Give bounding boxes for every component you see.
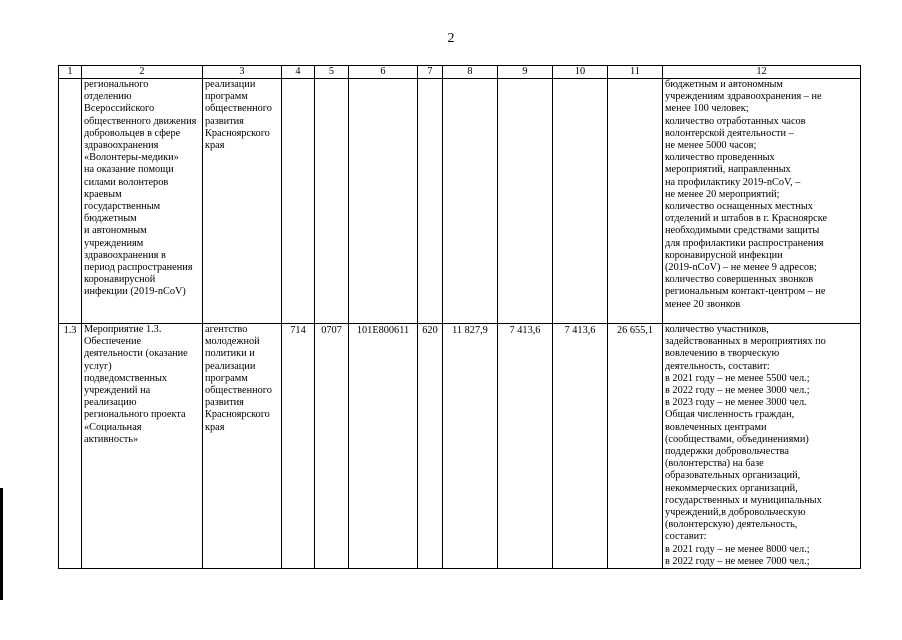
text-line: края — [205, 421, 225, 433]
text-line: период распространения — [84, 262, 193, 274]
text-line: инфекции (2019-nCoV) — [84, 286, 186, 298]
text-line: в 2023 году – не менее 3000 чел. — [665, 397, 807, 409]
column-number: 6 — [349, 66, 418, 79]
column-number: 11 — [608, 66, 663, 79]
section-cell — [315, 79, 349, 324]
text-line: количество совершенных звонков — [665, 274, 814, 286]
text-line: общественного движения — [84, 115, 197, 127]
text-line: в 2022 году – не менее 3000 чел.; — [665, 385, 810, 397]
text-line: количество участников, — [665, 324, 769, 335]
text-line: Общая численность граждан, — [665, 409, 795, 421]
text-line: добровольцев в сфере — [84, 127, 181, 139]
text-line: менее 100 человек; — [665, 103, 749, 115]
column-number: 12 — [663, 66, 861, 79]
text-line: коронавирусной инфекции — [665, 249, 783, 261]
text-line: программ — [205, 372, 248, 384]
text-line: «Социальная — [84, 421, 142, 433]
text-line: реализации — [205, 79, 256, 90]
text-line: учреждений,в добровольческую — [665, 507, 806, 519]
text-line: Мероприятие 1.3. — [84, 324, 162, 335]
text-line: агентство — [205, 324, 248, 335]
text-line: не менее 5000 часов; — [665, 140, 757, 152]
text-line: здравоохранения в — [84, 249, 166, 261]
row-index-cell: 1.3 — [59, 324, 82, 569]
text-line: Красноярского — [205, 127, 270, 139]
total-cell — [608, 79, 663, 324]
text-line: на профилактику 2019-nCoV, – — [665, 176, 801, 188]
expense-type-cell: 620 — [418, 324, 443, 569]
text-line: развития — [205, 115, 244, 127]
amount-cell — [553, 79, 608, 324]
text-line: государственных и муниципальных — [665, 494, 822, 506]
text-line: и автономным — [84, 225, 147, 237]
text-line: количество проведенных — [665, 152, 775, 164]
text-line: на оказание помощи — [84, 164, 174, 176]
text-line: бюджетным и автономным — [665, 79, 783, 90]
target-article-cell — [349, 79, 418, 324]
text-line: (волонтерскую) деятельность, — [665, 519, 798, 531]
text-line: программ — [205, 91, 248, 103]
column-number: 8 — [443, 66, 498, 79]
text-line: Красноярского — [205, 409, 270, 421]
text-line: реализацию — [84, 397, 137, 409]
text-line: учреждениям — [84, 237, 144, 249]
text-line: бюджетным — [84, 213, 137, 225]
column-number: 2 — [82, 66, 203, 79]
text-line: развития — [205, 397, 244, 409]
program-table — [58, 65, 861, 569]
text-line: волонтерской деятельности – — [665, 127, 794, 139]
text-line: количество отработанных часов — [665, 115, 806, 127]
executor-cell — [203, 324, 282, 569]
text-line: вовлечению в творческую — [665, 348, 780, 360]
text-line: образовательных организаций, — [665, 470, 801, 482]
text-line: регионального проекта — [84, 409, 186, 421]
amount-cell: 7 413,6 — [498, 324, 553, 569]
text-line: краевым — [84, 188, 122, 200]
text-line: (2019-nCoV) – не менее 9 адресов; — [665, 262, 817, 274]
text-line: учреждений на — [84, 385, 151, 397]
text-line: молодежной — [205, 336, 260, 348]
text-line: отделений и штабов в г. Красноярске — [665, 213, 828, 225]
activity-name-cell — [82, 79, 203, 324]
table-row — [59, 324, 861, 569]
section-cell: 0707 — [315, 324, 349, 569]
text-line: отделению — [84, 91, 132, 103]
text-line: учреждениям здравоохранения – не — [665, 91, 822, 103]
text-line: политики и — [205, 348, 255, 360]
text-line: здравоохранения — [84, 140, 159, 152]
text-line: менее 20 звонков — [665, 298, 741, 310]
amount-cell — [498, 79, 553, 324]
text-line: общественного — [205, 103, 272, 115]
text-line: некоммерческих организаций, — [665, 482, 798, 494]
column-number: 9 — [498, 66, 553, 79]
amount-cell — [443, 79, 498, 324]
row-index-cell — [59, 79, 82, 324]
text-line: реализации — [205, 360, 256, 372]
text-line: для профилактики распространения — [665, 237, 824, 249]
text-line: мероприятий, направленных — [665, 164, 791, 176]
code-cell: 714 — [282, 324, 315, 569]
text-line: задействованных в мероприятиях по — [665, 336, 826, 348]
column-number: 7 — [418, 66, 443, 79]
text-line: не менее 20 мероприятий; — [665, 188, 780, 200]
column-number: 3 — [203, 66, 282, 79]
column-number: 4 — [282, 66, 315, 79]
executor-cell — [203, 79, 282, 324]
text-line: услуг) — [84, 360, 112, 372]
text-line: в 2021 году – не менее 8000 чел.; — [665, 543, 810, 555]
text-line: края — [205, 140, 225, 152]
column-number: 5 — [315, 66, 349, 79]
text-line: вовлеченных центрами — [665, 421, 767, 433]
amount-cell: 7 413,6 — [553, 324, 608, 569]
text-line: деятельность, составит: — [665, 360, 770, 372]
text-line: силами волонтеров — [84, 176, 169, 188]
amount-cell: 11 827,9 — [443, 324, 498, 569]
text-line: необходимыми средствами защиты — [665, 225, 820, 237]
text-line: общественного — [205, 385, 272, 397]
text-line: Обеспечение — [84, 336, 142, 348]
scan-edge-mark — [0, 488, 3, 600]
text-line: регионального — [84, 79, 149, 90]
text-line: в 2022 году – не менее 7000 чел.; — [665, 555, 810, 567]
expected-result-cell — [663, 324, 861, 569]
code-cell — [282, 79, 315, 324]
text-line: количество оснащенных местных — [665, 201, 813, 213]
total-cell: 26 655,1 — [608, 324, 663, 569]
column-number: 10 — [553, 66, 608, 79]
target-article-cell: 101Е800611 — [349, 324, 418, 569]
text-line: «Волонтеры-медики» — [84, 152, 179, 164]
text-line: деятельности (оказание — [84, 348, 188, 360]
text-line: в 2021 году – не менее 5500 чел.; — [665, 372, 810, 384]
text-line: государственным — [84, 201, 161, 213]
text-line: Всероссийского — [84, 103, 155, 115]
text-line: активность» — [84, 433, 139, 445]
text-line: подведомственных — [84, 372, 168, 384]
column-number: 1 — [59, 66, 82, 79]
text-line: составит: — [665, 531, 707, 543]
page-number: 2 — [447, 31, 455, 46]
column-number-row — [59, 66, 861, 79]
expected-result-cell — [663, 79, 861, 324]
activity-name-cell — [82, 324, 203, 569]
table-row — [59, 79, 861, 324]
text-line: коронавирусной — [84, 274, 156, 286]
expense-type-cell — [418, 79, 443, 324]
text-line: региональным контакт-центром – не — [665, 286, 826, 298]
text-line: (сообществами, объединениями) — [665, 433, 809, 445]
text-line: (волонтерства) на базе — [665, 458, 764, 470]
text-line: поддержки добровольчества — [665, 446, 789, 458]
